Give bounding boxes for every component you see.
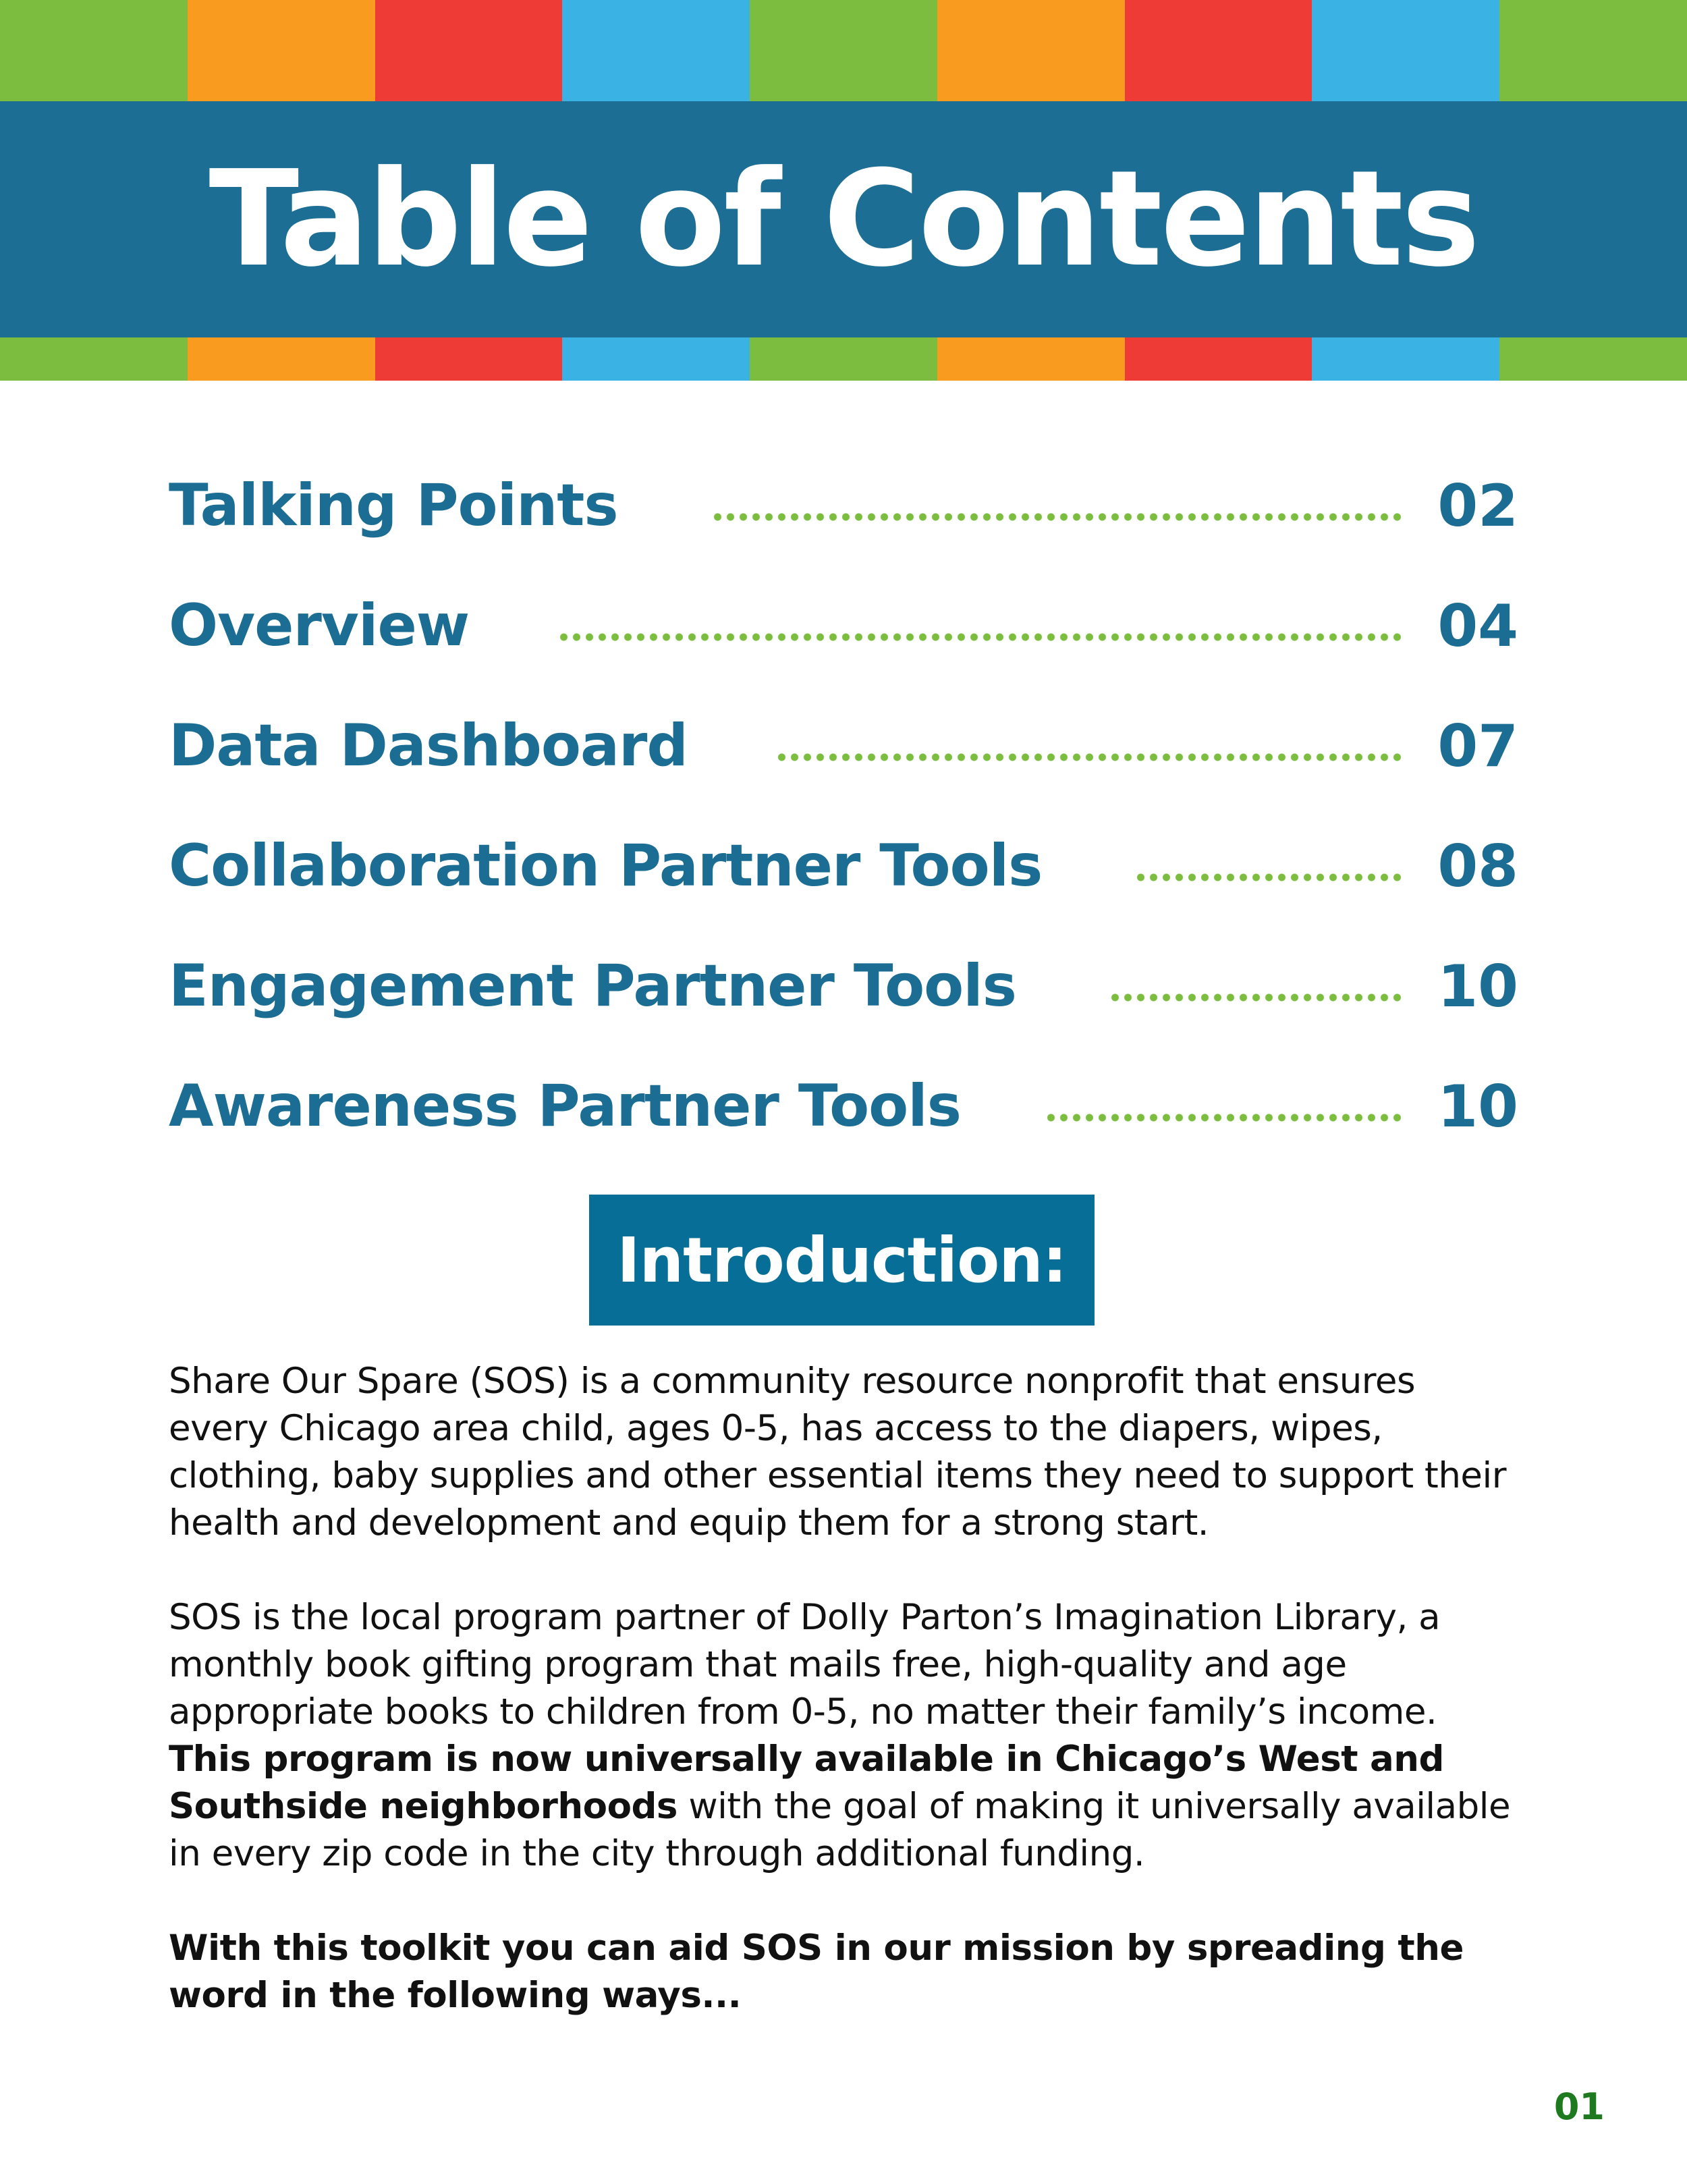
stripe-block <box>1312 0 1499 101</box>
stripe-block <box>937 0 1125 101</box>
dot-leader <box>1134 873 1404 882</box>
toc-entry-overview[interactable] <box>169 566 1518 686</box>
toc-entry-collaboration-partner-tools[interactable] <box>169 806 1518 926</box>
intro-paragraph-2-emphasis: This program is now universally available in Chicago’s West and Southside neighborhoods <box>169 1739 1444 1827</box>
intro-paragraph-2-end: with the goal of making it universally available in every zip code in the city through additional funding. <box>169 1786 1511 1874</box>
toc-page-number: 10 <box>1437 1073 1518 1141</box>
stripe-block <box>1312 337 1499 381</box>
introduction-body <box>169 1358 1525 2067</box>
title-band <box>0 101 1687 337</box>
stripe-block <box>375 337 563 381</box>
dot-leader <box>1045 1113 1404 1122</box>
color-stripe-bottom <box>0 337 1687 381</box>
toc-label[interactable]: Talking Points <box>169 472 618 539</box>
dot-leader <box>711 512 1404 522</box>
toc-label[interactable]: Awareness Partner Tools <box>169 1072 961 1140</box>
stripe-block <box>0 0 188 101</box>
stripe-block <box>750 337 937 381</box>
stripe-block <box>1125 0 1312 101</box>
stripe-block <box>188 337 375 381</box>
intro-paragraph-2-start: SOS is the local program partner of Dolly Parton’s Imagination Library, a monthly book gifting program that mails free, high-quality and age appropriate books to children from 0-5, no matter their family’s income. <box>169 1597 1441 1732</box>
toc-label[interactable]: Engagement Partner Tools <box>169 952 1016 1020</box>
toc-entry-data-dashboard[interactable] <box>169 686 1518 806</box>
toc-page-number: 02 <box>1437 472 1518 540</box>
toc-page-number: 08 <box>1437 833 1518 900</box>
toc-entry-engagement-partner-tools[interactable] <box>169 926 1518 1046</box>
stripe-block <box>188 0 375 101</box>
stripe-block <box>750 0 937 101</box>
stripe-block <box>937 337 1125 381</box>
stripe-block <box>1499 337 1687 381</box>
stripe-block <box>375 0 563 101</box>
color-stripe-top <box>0 0 1687 101</box>
table-of-contents <box>169 445 1518 1166</box>
intro-paragraph-3 <box>169 1925 1525 2019</box>
intro-paragraph-2 <box>169 1594 1525 1878</box>
dot-leader <box>1109 993 1404 1002</box>
intro-paragraph-1: Share Our Spare (SOS) is a community resource nonprofit that ensures every Chicago area child, ages 0-5, has access to the diapers, wipes, clothing, baby supplies and other essential items they need to support their health and development and equip them for a strong start. <box>169 1361 1507 1544</box>
page-number: 01 <box>1553 2085 1605 2128</box>
toc-entry-talking-points[interactable] <box>169 445 1518 566</box>
page-title: Table of Contents <box>209 142 1478 296</box>
toc-page-number: 10 <box>1437 953 1518 1020</box>
toc-page-number: 04 <box>1437 593 1518 660</box>
toc-label[interactable]: Data Dashboard <box>169 712 688 780</box>
dot-leader <box>557 632 1404 642</box>
stripe-block <box>562 337 750 381</box>
toc-label[interactable]: Collaboration Partner Tools <box>169 832 1043 900</box>
introduction-heading: Introduction: <box>617 1224 1067 1296</box>
intro-call-to-action: With this toolkit you can aid SOS in our mission by spreading the word in the following ways... <box>169 1928 1464 2016</box>
stripe-block <box>1499 0 1687 101</box>
stripe-block <box>1125 337 1312 381</box>
stripe-block <box>0 337 188 381</box>
toc-entry-awareness-partner-tools[interactable] <box>169 1046 1518 1166</box>
dot-leader <box>775 753 1404 762</box>
stripe-block <box>562 0 750 101</box>
introduction-heading-box <box>589 1195 1095 1326</box>
toc-label[interactable]: Overview <box>169 592 470 659</box>
toc-page-number: 07 <box>1437 713 1518 780</box>
